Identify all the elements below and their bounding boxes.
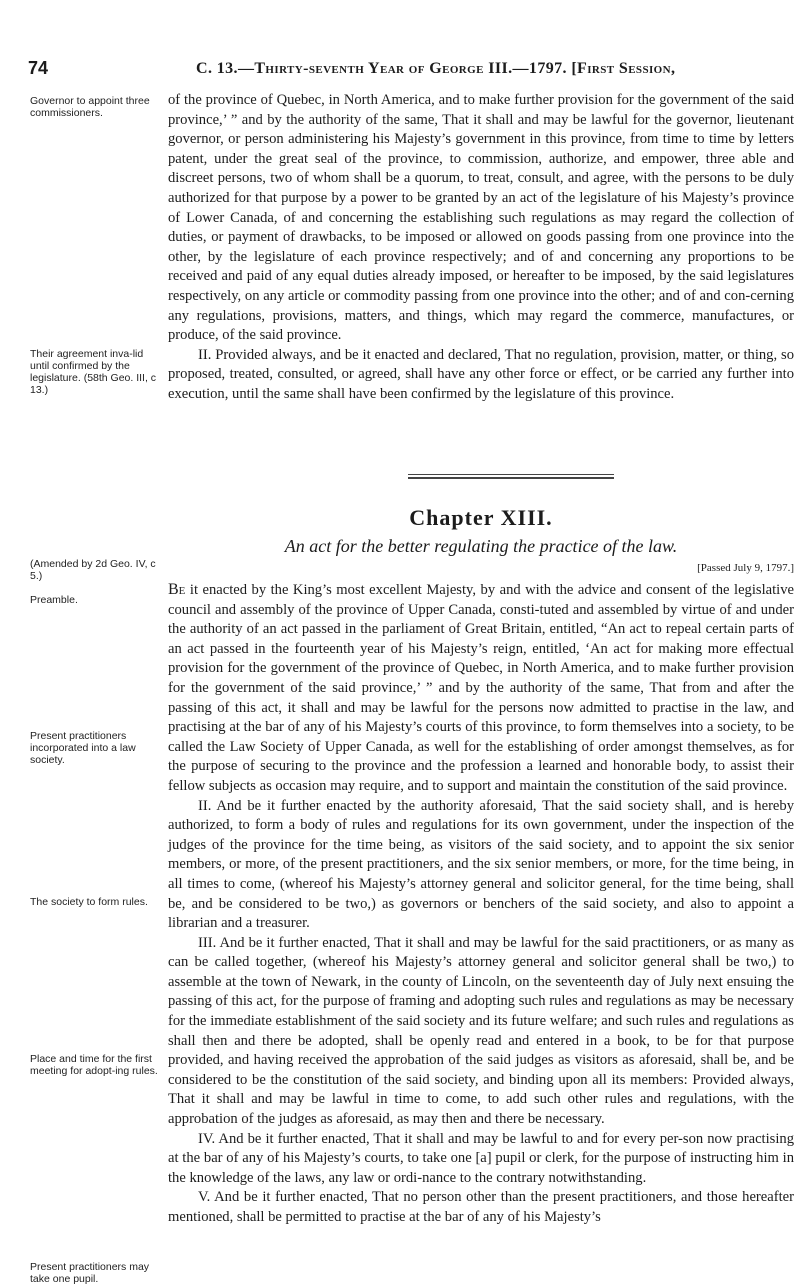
running-title: C. 13.—Thirty-seventh Year of George III.—1797. [First Session, [196,60,676,77]
margin-note-preamble: Preamble. [30,594,78,606]
margin-note-pupil: Present practitioners may take one pupil. [30,1261,150,1285]
margin-note-meeting: Place and time for the first meeting for adopt-ing rules. [30,1053,158,1077]
margin-note-practitioners: Present practitioners incorporated into a law society. [30,730,136,766]
passed-date: [Passed July 9, 1797.] [697,562,794,574]
page-header [28,58,788,88]
margin-note-agreement: Their agreement inva-lid until confirmed by the legislature. (58th Geo. III, c 13.) [30,348,157,396]
section-ii: II. And be it further enacted by the authority aforesaid, That the said society shall, and is hereby authorized, to form a body of rules and regulations for its own government, under the inspection of the judges of the province for the time being, as visitors of the said society, and to appoint the six senior members, or more, of the present practitioners, and the six senior members, or more, for the time being, in all times to come, (whereof his Majesty’s attorney general and solicitor general, for the time being, shall be, and be considered to be two,) as governors or benchers of the said society, and also to appoint a librarian and a treasurer. [168,797,794,932]
section-ii-provision: II. Provided always, and be it enacted and declared, That no regulation, provision, matter, or thing, so proposed, treated, consulted, or agreed, shall have any other force or effect, or be carried any further into execution, until the same shall have been confirmed by the legislature of this province. [168,346,794,402]
divider-rule [408,474,614,475]
chapter-heading: Chapter XIII. [409,505,553,530]
act-title: An act for the better regulating the practice of the law. [284,536,678,556]
margin-note-amended: (Amended by 2d Geo. IV, c 5.) [30,558,156,582]
page-number: 74 [28,58,49,78]
margin-note-governor: Governor to appoint three commissioners. [30,95,150,119]
top-text [168,91,794,405]
preamble-text [168,580,794,797]
section-iv: IV. And be it further enacted, That it shall and may be lawful to and for every per-son now practising at the bar of any of his Majesty’s courts, to take one [a] pupil or clerk, for the purpose of instructing him in the knowledge of the laws, any law or ordi-nance to the contrary notwithstanding. [168,1130,794,1186]
section-v: V. And be it further enacted, That no person other than the present practitioners, and those hereafter mentioned, shall be permitted to practise at the bar of any of his Majesty’s [168,1189,794,1225]
act-body [168,580,794,1228]
preamble-body: it enacted by the King’s most excellent Majesty, by and with the advice and consent of the legislative council and assembly of the province of Upper Canada, consti-tuted and assembled by virtue of and under the authority of an act passed in the parliament of Great Britain, entitled, “An act to repeal certain parts of an act passed in the fourteenth year of his Majesty’s reign, entitled, ‘An act for making more effectual provision for the government of the province of Quebec, in North America, and to make further provision for the government of the said province,’ ” and by the authority of the same, That from and after the passing of this act, it shall and may be lawful for the persons now admitted to practise in the law, and practising at the bar of any of his Majesty’s courts of this province, to form themselves into a society, to be called the Law Society of Upper Canada, as well for the establishing of order amongst themselves, as for the purpose of securing to the province and the profession a learned and honorable body, to assist their fellow subjects as occasion may require, and to support and maintain the constitution of the said province. [168,582,794,794]
divider-rule-thick [408,477,614,479]
section-iii: III. And be it further enacted, That it shall and may be lawful for the said practitioners, or as many as can be called together, (whereof his Majesty’s attorney general and solicitor general shall be two,) to assemble at the town of Newark, in the county of Lincoln, on the seventeenth day of July next ensuing the passing of this act, for the purpose of framing and adopting such rules and regulations as may be necessary for the immediate establishment of the said society and its future welfare; and such rules and regulations as shall then and there be adopted, shall be openly read and entered in a book, to be for that purpose provided, and having received the approbation of the said judges as visitors as aforesaid, shall be, and be considered to be the constitution of the said society, and binding upon all its members: Provided always, That it shall and may be lawful in time to come, to add such other rules and regulations, with the approbation of the judges as aforesaid, as may then and there be necessary. [168,934,794,1128]
margin-note-rules: The society to form rules. [30,896,148,908]
preamble-first-word: Be [168,581,186,598]
paragraph-continuation: of the province of Quebec, in North America, and to make further provision for the government of the said province,’ ” and by the authority of the same, That it shall and may be lawful for the governor, lieutenant governor, or person administering his Majesty’s government in this province, from time to time by letters patent, under the great seal of the province, to commission, authorize, and empower, three able and discreet persons, two of whom shall be a quorum, to treat, consult, and agree, with the persons to be duly authorized for that purpose by a power to be granted by an act of the legislature of his Majesty’s province of Lower Canada, of and concerning the establishing such regulations as may regard the collection of duties, or payment of drawbacks, to be imposed or allowed on goods passing from one province into the other, by the legislature of each province respectively; and of and concerning any proportions to be received and paid of any equal duties already imposed, or hereafter to be imposed, by the said legislatures respectively, on any article or commodity passing from one province into the other; and of and con-cerning any regulations, provisions, matters, and things, which may regard the commerce, manufactures, or produce, of the said province. [168,92,794,344]
